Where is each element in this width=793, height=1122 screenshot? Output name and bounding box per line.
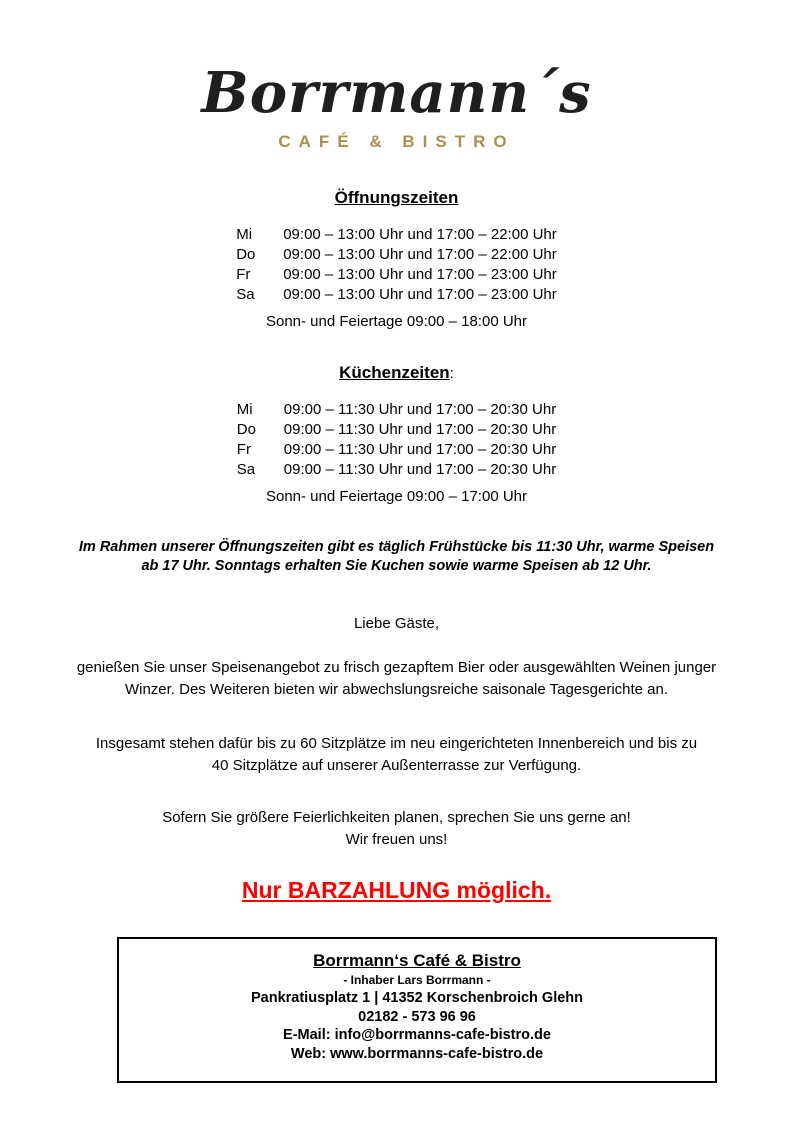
opening-hours-row [236,285,557,305]
kitchen-hours-table [237,400,556,480]
celebration-line1: Sofern Sie größere Feierlichkeiten planen, sprechen Sie uns gerne an! [162,809,631,826]
contact-web: Web: www.borrmanns-cafe-bistro.de [290,1045,544,1062]
times-label: 09:00 – 13:00 Uhr und 17:00 – 22:00 Uhr [283,226,557,243]
times-label: 09:00 – 11:30 Uhr und 17:00 – 20:30 Uhr [283,421,557,438]
day-label: Mi [236,401,253,418]
contact-name: Borrmann‘s Café & Bistro [313,951,521,970]
kitchen-hours-title-suffix: : [449,365,454,382]
opening-hours-title: Öffnungszeiten [334,188,459,207]
times-label: 09:00 – 13:00 Uhr und 17:00 – 22:00 Uhr [283,246,557,263]
day-label: Sa [236,461,256,478]
kitchen-hours-row [237,440,556,460]
intro-paragraph: genießen Sie unser Speisenangebot zu frisch gezapftem Bier oder ausgewählten Weinen junger Winzer. Des Weiteren bieten wir abwechslungsreiche saisonale Tagesgerichte an. [76,659,717,698]
logo-wordmark: Borrmann´s [201,60,592,126]
kitchen-hours-row [237,420,556,440]
day-label: Fr [236,266,251,283]
times-label: 09:00 – 11:30 Uhr und 17:00 – 20:30 Uhr [283,441,557,458]
contact-owner: - Inhaber Lars Borrmann - [343,973,491,987]
times-label: 09:00 – 13:00 Uhr und 17:00 – 23:00 Uhr [283,286,557,303]
kitchen-hours-row [237,400,556,420]
kitchen-hours-row [237,460,556,480]
day-label: Fr [236,441,251,458]
contact-address: Pankratiusplatz 1 | 41352 Korschenbroich Glehn [250,990,584,1006]
opening-hours-row [236,225,557,245]
contact-box [117,937,717,1083]
contact-phone: 02182 - 573 96 96 [358,1008,476,1025]
contact-email: E-Mail: info@borrmanns-cafe-bistro.de [283,1027,551,1043]
day-label: Do [236,246,256,263]
opening-hours-row [236,245,557,265]
times-label: 09:00 – 13:00 Uhr und 17:00 – 23:00 Uhr [283,266,557,283]
kitchen-hours-title: Küchenzeiten [339,363,450,382]
opening-hours-block [0,225,793,305]
greeting: Liebe Gäste, [353,615,440,632]
payment-notice: Nur BARZAHLUNG möglich. [241,877,552,903]
times-label: 09:00 – 11:30 Uhr und 17:00 – 20:30 Uhr [283,461,557,478]
opening-hours-heading [0,188,793,208]
day-label: Do [236,421,256,438]
celebration-paragraph [87,807,707,851]
opening-hours-table [236,225,557,305]
kitchen-hours-heading [0,363,793,383]
times-label: 09:00 – 11:30 Uhr und 17:00 – 20:30 Uhr [283,401,557,418]
kitchen-hours-block [0,400,793,480]
seating-paragraph: Insgesamt stehen dafür bis zu 60 Sitzplätze im neu eingerichteten Innenbereich und bis zu 40 Sitzplätze auf unserer Außenterrasse zur Verfügung. [95,735,698,774]
day-label: Sa [236,286,255,303]
opening-hours-holiday-note: Sonn- und Feiertage 09:00 – 18:00 Uhr [265,313,527,330]
logo [0,0,793,152]
breakfast-note: Im Rahmen unserer Öffnungszeiten gibt es täglich Frühstücke bis 11:30 Uhr, warme Speisen ab 17 Uhr. Sonntags erhalten Sie Kuchen sowie warme Speisen ab 12 Uhr. [78,539,715,574]
celebration-line2: Wir freuen uns! [345,831,448,848]
opening-hours-row [236,265,557,285]
day-label: Mi [236,226,253,243]
kitchen-hours-holiday-note: Sonn- und Feiertage 09:00 – 17:00 Uhr [265,488,527,505]
logo-subtitle: CAFÉ & BISTRO [278,132,515,151]
